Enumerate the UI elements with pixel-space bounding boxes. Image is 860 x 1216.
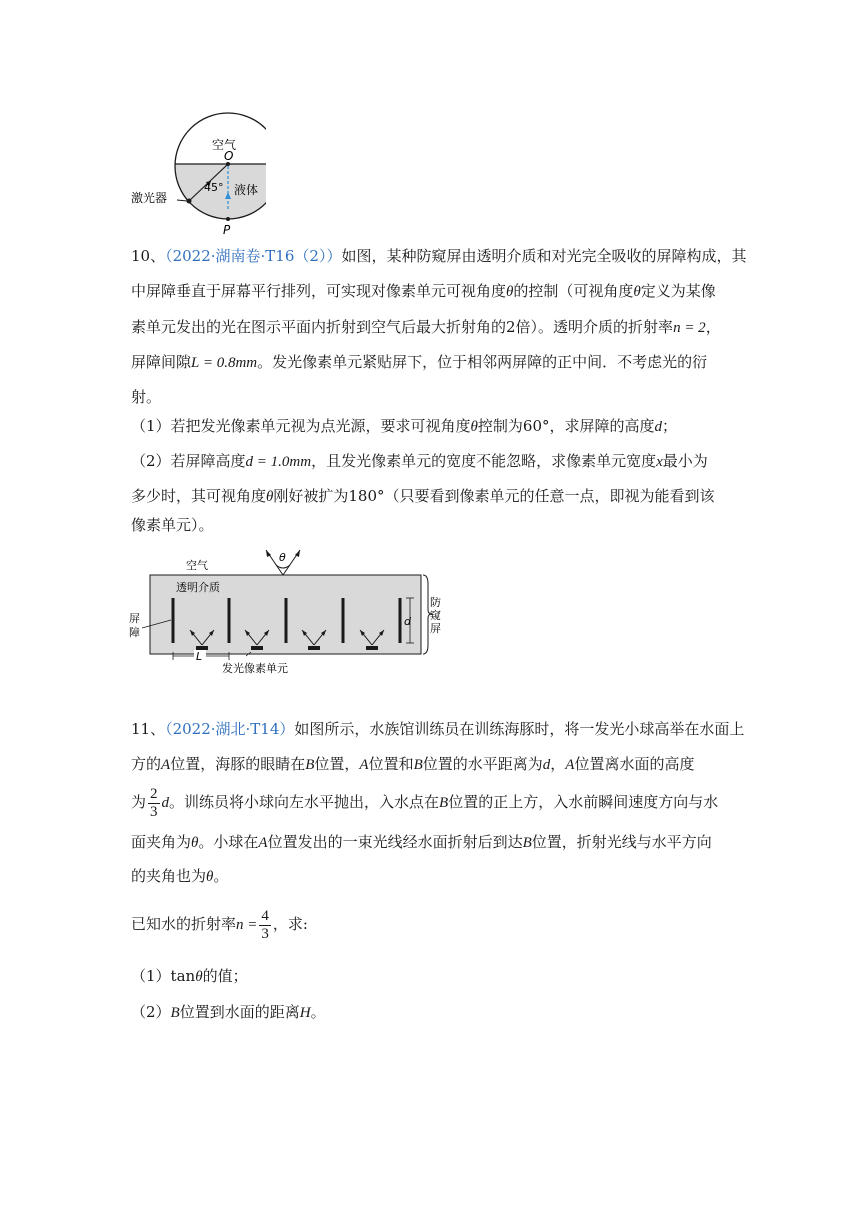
q11-source[interactable]: （2022·湖北·T14） (165, 720, 295, 738)
label-P: P (223, 223, 231, 237)
q10-line1: 10、（2022·湖南卷·T16（2））如图，某种防窥屏由透明介质和对光完全吸收的屏障构成，其 (131, 247, 747, 265)
label-pixel: 发光像素单元 (222, 662, 288, 675)
q10-source[interactable]: （2022·湖南卷·T16（2）） (165, 247, 342, 265)
q10-part2-line1: （2）若屏障高度d = 1.0mm，且发光像素单元的宽度不能忽略，求像素单元宽度x最小为 (131, 452, 708, 470)
figure-liquid-laser (126, 108, 266, 238)
label-air: 空气 (212, 138, 237, 152)
fraction-4-3: $\frac{4}{3}$ (261, 907, 269, 942)
label-45: 45° (204, 181, 224, 194)
pixel-unit (251, 646, 263, 650)
label-O: O (224, 149, 234, 163)
q11-line2: 方的A位置，海豚的眼睛在B位置，A位置和B位置的水平距离为d，A位置离水面的高度 (131, 755, 695, 773)
q11-part1: （1）tanθ的值； (131, 967, 248, 985)
q10-part2-line2: 多少时，其可视角度θ刚好被扩为180°（只要看到像素单元的任意一点，即视为能看到该 (131, 487, 715, 505)
laser-emitter (187, 199, 192, 204)
fraction-2-3: $\frac{2}{3}$ (150, 785, 158, 820)
label-L: L (196, 650, 203, 663)
label-d: d (404, 615, 411, 628)
q11-line5: 的夹角也为θ。 (131, 867, 229, 885)
label-screen-1: 防 (430, 596, 441, 609)
q11-given: 已知水的折射率n = $\frac{4}{3}$ ，求: (131, 907, 308, 942)
label-laser: 激光器 (131, 191, 168, 205)
label-theta: θ (279, 551, 286, 564)
figure-privacy-screen (126, 544, 446, 680)
q11-line3: 为 $\frac{2}{3}$ d。训练员将小球向左水平抛出，入水点在B位置的正上方，入水前瞬间速度方向与水 (131, 785, 719, 820)
point-P (226, 217, 230, 221)
label-medium: 透明介质 (176, 581, 220, 594)
label-barrier-1: 屏 (129, 612, 140, 625)
label-air: 空气 (186, 559, 208, 572)
q10-line4: 屏障间隙L = 0.8mm。发光像素单元紧贴屏下，位于相邻两屏障的正中间．不考虑光的衍 (131, 353, 708, 371)
q11-line4: 面夹角为θ。小球在A位置发出的一束光线经水面折射后到达B位置，折射光线与水平方向 (131, 833, 712, 851)
q10-part2-line3: 像素单元）。 (131, 516, 214, 534)
label-liquid: 液体 (234, 183, 259, 197)
label-screen-2: 窥 (430, 609, 441, 622)
q10-line3: 素单元发出的光在图示平面内折射到空气后最大折射角的2倍）。透明介质的折射率n = 2， (131, 318, 721, 336)
label-barrier-2: 障 (129, 626, 140, 639)
q10-part1: （1）若把发光像素单元视为点光源，要求可视角度θ控制为60°，求屏障的高度d； (131, 417, 678, 435)
pixel-unit (308, 646, 320, 650)
q11-line1: 11、（2022·湖北·T14）如图所示，水族馆训练员在训练海豚时，将一发光小球高举在水面上 (131, 720, 745, 738)
label-screen-3: 屏 (430, 622, 441, 635)
q10-line2: 中屏障垂直于屏幕平行排列，可实现对像素单元可视角度θ的控制（可视角度θ定义为某像 (131, 282, 716, 300)
pixel-unit (366, 646, 378, 650)
q10-line5: 射。 (131, 388, 162, 406)
q11-part2: （2）B位置到水面的距离H。 (131, 1003, 326, 1021)
laser-leader (177, 200, 187, 201)
